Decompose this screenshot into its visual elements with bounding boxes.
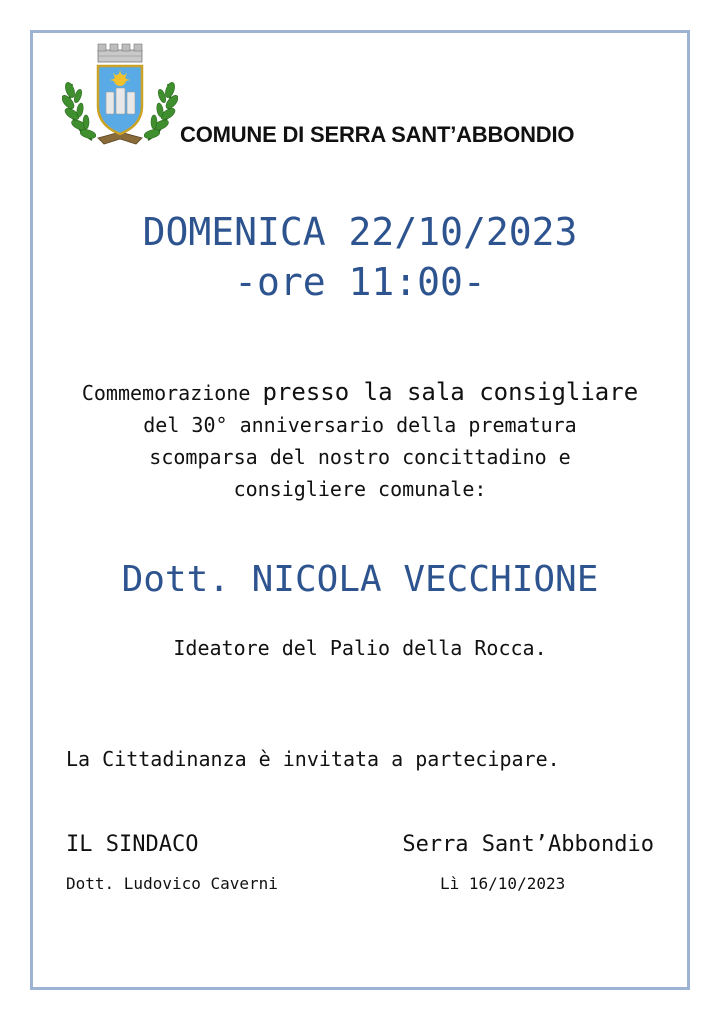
description-line-2: del 30° anniversario della prematura: [143, 413, 577, 437]
mayor-name: Dott. Ludovico Caverni: [66, 874, 278, 893]
mayor-title: IL SINDACO: [66, 832, 199, 857]
honoree-role: Ideatore del Palio della Rocca.: [173, 636, 547, 660]
description-line-3: scomparsa del nostro concittadino e: [149, 445, 571, 469]
issue-date: Lì 16/10/2023: [440, 874, 566, 893]
description-line-1-part-1: Commemorazione: [81, 381, 263, 405]
event-description: [40, 376, 680, 505]
event-time: -ore 11:00-: [234, 260, 486, 304]
description-line-4: consigliere comunale:: [233, 477, 487, 501]
description-line-1: [40, 376, 680, 409]
issue-place: Serra Sant’Abbondio: [402, 832, 654, 857]
honoree-name: Dott. NICOLA VECCHIONE: [121, 559, 599, 600]
description-line-1-part-2: presso la sala consigliare: [262, 378, 639, 406]
municipal-coat-of-arms-icon: [62, 40, 178, 148]
invitation-text: La Cittadinanza è invitata a partecipare.: [66, 747, 560, 771]
event-date: DOMENICA 22/10/2023: [142, 210, 578, 254]
municipality-name: COMUNE DI SERRA SANT’ABBONDIO: [180, 122, 575, 147]
